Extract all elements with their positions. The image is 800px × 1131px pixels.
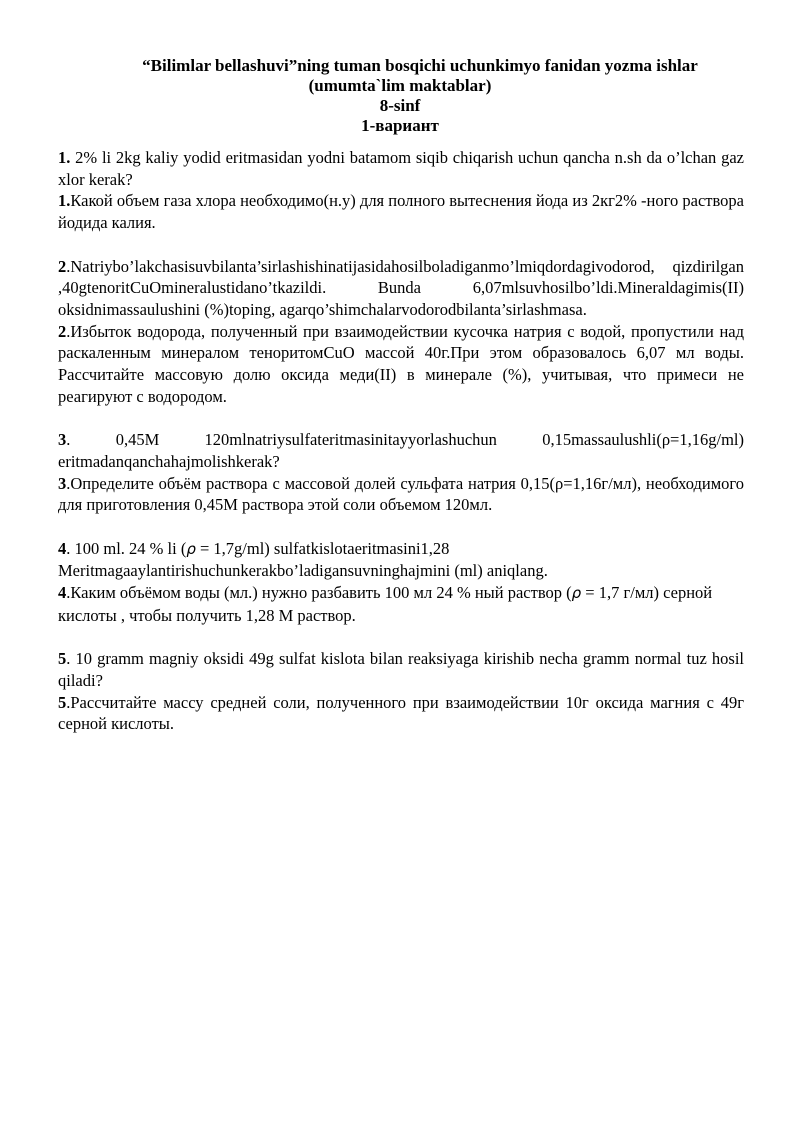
- question-1-uz: [58, 147, 744, 190]
- question-text: .Избыток водорода, полученный при взаимодействии кусочка натрия с водой, пропустили над раскаленным минералом теноритомCuO массой 40г.При этом образовалось 6,07 мл воды. Рассчитайте массовую долю оксида меди(II) в минерале (%), учитывая, что примеси не реагируют с водородом.: [58, 321, 744, 406]
- question-text: 2% li 2kg kaliy yodid eritmasidan yodni batamom siqib chiqarish uchun qancha n.sh da o’lchan gaz xlor kerak?: [58, 148, 744, 189]
- question-1-ru: [58, 190, 744, 233]
- question-3-uz: [58, 429, 744, 472]
- question-3-ru: [58, 473, 744, 516]
- question-text: . 10 gramm magniy oksidi 49g sulfat kislota bilan reaksiyaga kirishib necha gramm normal tuz hosil qiladi?: [58, 649, 744, 690]
- header-grade: 8-sinf: [379, 96, 421, 115]
- question-text: . 100 ml. 24 % li (: [66, 538, 187, 558]
- question-number: 4: [58, 583, 67, 603]
- question-text: .Natriybo’lakchasisuvbilanta’sirlashishinatijasidahosilboladiganmo’lmiqdordagivodorod, qizdirilgan ,40gtenoritCuOmineralustidano’tkazildi. Bunda 6,07mlsuvhosilbo’ldi.Mineraldagimis(II) oksidnimassaulushini (%)toping, agarqo’shimchalarvodorodbilanta’sirlashmasa.: [58, 256, 744, 319]
- header-title: “Bilimlar bellashuvi”ning tuman bosqichi uchunkimyo fanidan yozma ishlar: [142, 56, 698, 75]
- header-school-type: (umumta`lim maktablar): [308, 76, 492, 95]
- document-header: [58, 56, 742, 136]
- question-number: 3: [58, 473, 67, 493]
- question-4-uz: [58, 538, 744, 582]
- question-number: 4: [58, 538, 67, 558]
- question-text: .Определите объём раствора с массовой долей сульфата натрия 0,15(ρ=1,16г/мл), необходимого для приготовления 0,45М раствора этой соли объемом 120мл.: [58, 473, 744, 515]
- question-4-ru: [58, 582, 744, 626]
- question-number: 5: [58, 649, 67, 669]
- question-number: 1.: [58, 148, 71, 167]
- header-variant: 1-вариант: [361, 116, 439, 135]
- question-2-ru: [58, 321, 744, 408]
- question-number: 1.: [58, 191, 71, 211]
- questions-list: [58, 147, 744, 735]
- question-number: 3: [58, 430, 67, 450]
- density-symbol: ρ: [571, 584, 582, 603]
- question-2-uz: [58, 256, 744, 321]
- question-text: Какой объем газа хлора необходимо(н.у) для полного вытеснения йода из 2кг2% -ного раствора йодида калия.: [58, 191, 744, 233]
- question-text: = 1,7g/ml) sulfatkislotaeritmasini1,28 Meritmagaaylantirishuchunkerakbo’ladigansuvninghajmini (ml) aniqlang.: [58, 538, 548, 581]
- question-5-ru: [58, 692, 744, 735]
- question-text: = 1,7 г/мл) серной кислоты , чтобы получить 1,28 М раствор.: [58, 583, 713, 625]
- question-text: . 0,45M 120mlnatriysulfateritmasinitayyorlashuchun 0,15massaulushli(ρ=1,16g/ml) eritmadanqanchahajmolishkerak?: [58, 430, 744, 471]
- question-number: 5: [58, 692, 67, 712]
- question-5-uz: [58, 648, 744, 691]
- question-number: 2: [58, 256, 67, 276]
- question-text: .Каким объёмом воды (мл.) нужно разбавить 100 мл 24 % ный раствор (: [66, 583, 572, 603]
- question-number: 2: [58, 321, 67, 341]
- density-symbol: ρ: [186, 539, 196, 558]
- question-text: .Рассчитайте массу средней соли, полученного при взаимодействии 10г оксида магния с 49г серной кислоты.: [58, 692, 744, 734]
